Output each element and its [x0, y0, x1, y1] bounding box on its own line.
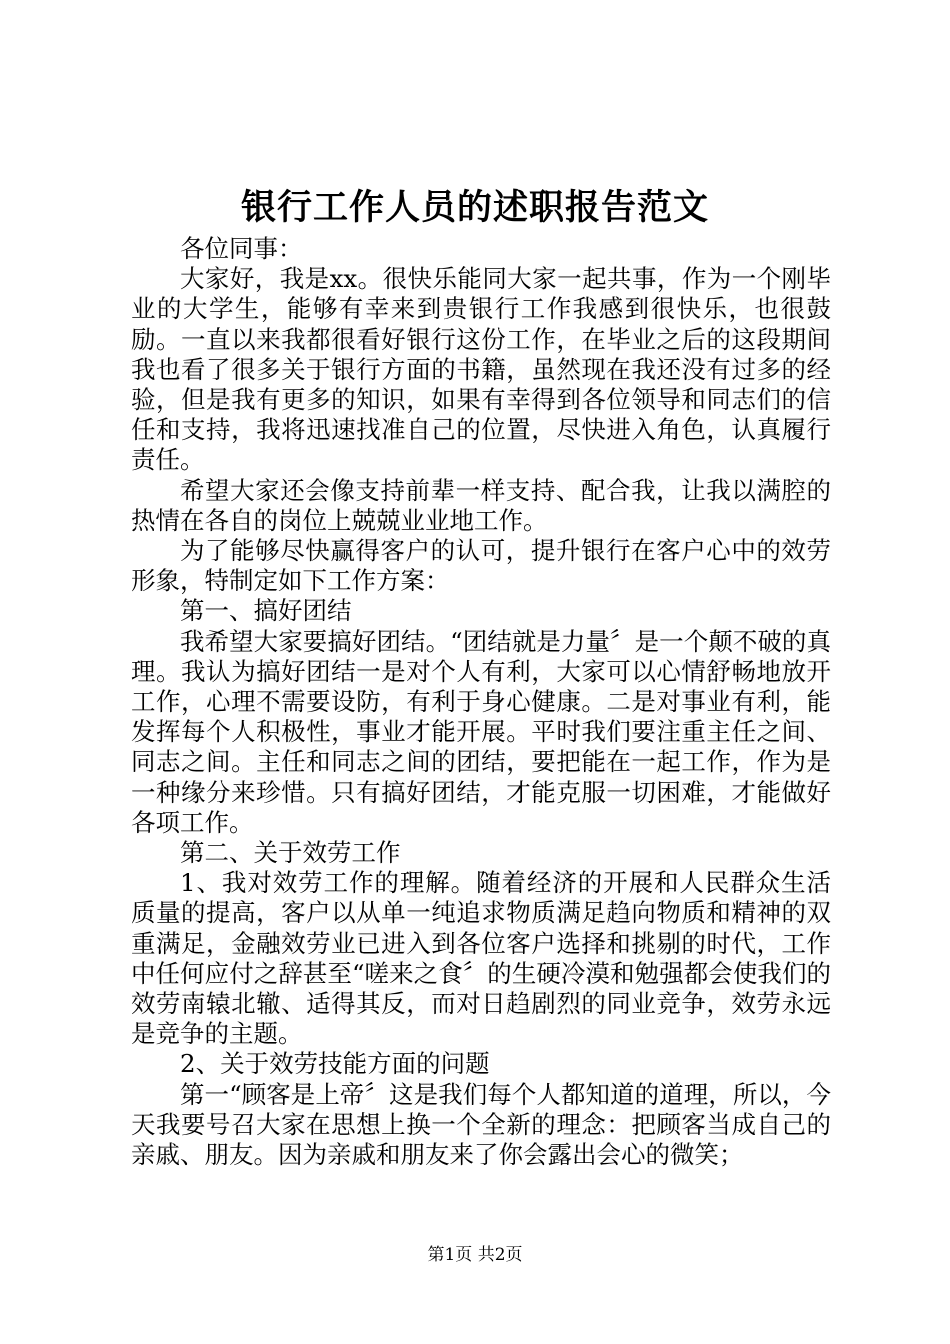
page-number-footer: 第1页 共2页 [427, 1245, 523, 1265]
paragraph-hope: 希望大家还会像支持前辈一样支持、配合我，让我以满腔的热情在各自的岗位上兢兢业业地工作。 [131, 475, 831, 535]
salutation: 各位同事： [180, 234, 303, 263]
paragraph-plan-intro: 为了能够尽快赢得客户的认可，提升银行在客户心中的效劳形象，特制定如下工作方案： [131, 536, 831, 596]
paragraph-customer-is-god: 第一“顾客是上帝〞这是我们每个人都知道的道理，所以，今天我要号召大家在思想上换一个全新的理念：把顾客当成自己的亲戚、朋友。因为亲戚和朋友来了你会露出会心的微笑； [131, 1079, 831, 1170]
paragraph-introduction: 大家好，我是xx。很快乐能同大家一起共事，作为一个刚毕业的大学生，能够有幸来到贵银行工作我感到很快乐，也很鼓励。一直以来我都很看好银行这份工作，在毕业之后的这段期间我也看了很多关于银行方面的书籍，虽然现在我还没有过多的经验，但是我有更多的知识，如果有幸得到各位领导和同志们的信任和支持，我将迅速找准自己的位置，尽快进入角色，认真履行责任。 [131, 264, 831, 475]
document-body [131, 234, 831, 1170]
paragraph-unity: 我希望大家要搞好团结。“团结就是力量〞是一个颠不破的真理。我认为搞好团结一是对个人有利，大家可以心情舒畅地放开工作，心理不需要设防，有利于身心健康。二是对事业有利，能发挥每个人积极性，事业才能开展。平时我们要注重主任之间、同志之间。主任和同志之间的团结，要把能在一起工作，作为是一种缘分来珍惜。只有搞好团结，才能克服一切困难，才能做好各项工作。 [131, 626, 831, 837]
document-title: 银行工作人员的述职报告范文 [240, 187, 709, 228]
subsection-heading-service-skills: 2、关于效劳技能方面的问题 [180, 1049, 490, 1079]
section-heading-service: 第二、关于效劳工作 [180, 838, 401, 868]
paragraph-service-understanding: 1、我对效劳工作的理解。随着经济的开展和人民群众生活质量的提高，客户以从单一纯追求物质满足趋向物质和精神的双重满足，金融效劳业已进入到各位客户选择和挑剔的时代，工作中任何应付之辞甚至“嗟来之食〞的生硬冷漠和勉强都会使我们的效劳南辕北辙、适得其反，而对日趋剧烈的同业竞争，效劳永远是竞争的主题。 [131, 868, 831, 1049]
section-heading-unity: 第一、搞好团结 [180, 596, 352, 626]
